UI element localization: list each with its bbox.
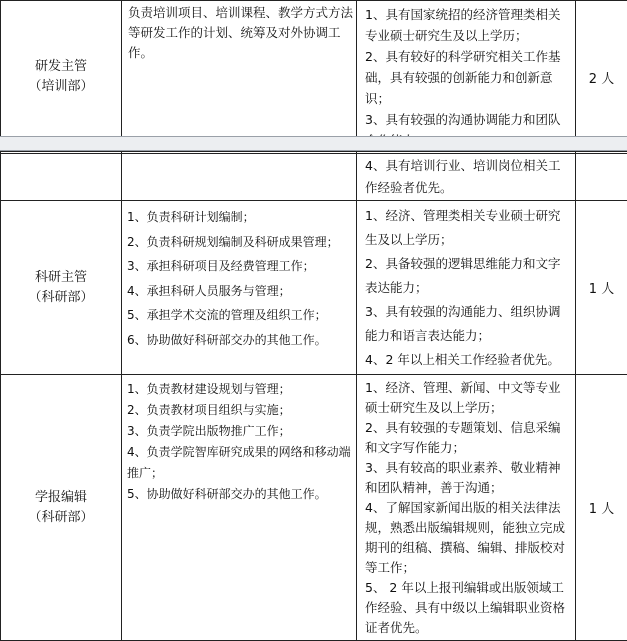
- requirement-item: 3、具有较强的沟通能力、组织协调能力和语言表达能力；: [365, 300, 572, 348]
- requirements-cell: [357, 375, 576, 641]
- empty-cell: [122, 152, 357, 201]
- job-table-page2: [0, 151, 627, 641]
- requirement-item: 1、经济、管理、新闻、中文等专业硕士研究生及以上学历；: [365, 378, 572, 418]
- position-title: 科研主管: [1, 268, 121, 288]
- requirement-item: 2、具有较好的科学研究相关工作基础，具有较强的创新能力和创新意识；: [365, 46, 572, 109]
- position-title: 学报编辑: [1, 488, 121, 508]
- headcount: 1 人: [589, 282, 614, 297]
- requirement-item: 3、具有较高的职业素养、敬业精神和团队精神，善于沟通；: [365, 458, 572, 498]
- requirement-item: 2、具备较强的逻辑思维能力和文字表达能力；: [365, 252, 572, 300]
- duty-item: 1、负责科研计划编制；: [127, 205, 352, 230]
- requirements-cell: [357, 1, 576, 154]
- requirements-cell: [357, 201, 576, 375]
- headcount-cell: [576, 201, 627, 375]
- duty-item: 4、承担科研人员服务与管理；: [127, 279, 352, 304]
- duty-item: 2、负责科研规划编制及科研成果管理；: [127, 230, 352, 255]
- page-break-separator: [0, 136, 627, 151]
- duty-item: 5、承担学术交流的管理及组织工作；: [127, 303, 352, 328]
- position-title: 研发主管: [1, 57, 121, 77]
- requirement-item: 5、 2 年以上报刊编辑或出版领域工作经验、具有中级以上编辑职业资格证者优先。: [365, 578, 572, 638]
- requirements-cell: [357, 152, 576, 201]
- headcount: 1 人: [589, 502, 614, 517]
- position-cell: [1, 375, 122, 641]
- duty-item: 2、负责教材项目组织与实施；: [127, 400, 352, 421]
- position-department: （培训部）: [1, 77, 121, 97]
- requirement-item: 4、了解国家新闻出版的相关法律法规，熟悉出版编辑规则，能独立完成期刊的组稿、撰稿、编辑、排版校对等工作；: [365, 498, 572, 578]
- position-cell: [1, 1, 122, 154]
- table-row-continued: [1, 152, 627, 201]
- table-row-rd-supervisor: [1, 1, 627, 154]
- table-row-journal-editor: [1, 375, 627, 641]
- duties-cell: [122, 1, 357, 154]
- requirement-item: 4、具有培训行业、培训岗位相关工作经验者优先。: [365, 155, 572, 198]
- position-department: （科研部）: [1, 288, 121, 308]
- position-cell: [1, 201, 122, 375]
- duties-text: 负责培训项目、培训课程、教学方式方法等研发工作的计划、统筹及对外协调工作。: [122, 1, 356, 65]
- position-department: （科研部）: [1, 508, 121, 528]
- duty-item: 4、负责学院智库研究成果的网络和移动端推广；: [127, 442, 352, 484]
- duty-item: 3、承担科研项目及经费管理工作；: [127, 254, 352, 279]
- requirement-item: 3、具有较强的沟通协调能力和团队: [365, 109, 572, 151]
- requirement-item: 2、具有较强的专题策划、信息采编和文字写作能力；: [365, 418, 572, 458]
- headcount: 2 人: [589, 72, 614, 87]
- requirement-item: 1、具有国家统招的经济管理类相关专业硕士研究生及以上学历；: [365, 4, 572, 46]
- duty-item: 5、协助做好科研部交办的其他工作。: [127, 484, 352, 505]
- empty-cell: [576, 152, 627, 201]
- requirement-item: 1、经济、管理类相关专业硕士研究生及以上学历；: [365, 204, 572, 252]
- duty-item: 3、负责学院出版物推广工作；: [127, 421, 352, 442]
- duty-item: 6、协助做好科研部交办的其他工作。: [127, 328, 352, 353]
- duties-cell: [122, 375, 357, 641]
- requirement-item: 4、2 年以上相关工作经验者优先。: [365, 348, 572, 372]
- duty-item: 1、负责教材建设规划与管理；: [127, 379, 352, 400]
- headcount-cell: [576, 375, 627, 641]
- job-table-page1: [0, 0, 627, 154]
- headcount-cell: [576, 1, 627, 154]
- empty-cell: [1, 152, 122, 201]
- table-row-research-supervisor: [1, 201, 627, 375]
- duties-cell: [122, 201, 357, 375]
